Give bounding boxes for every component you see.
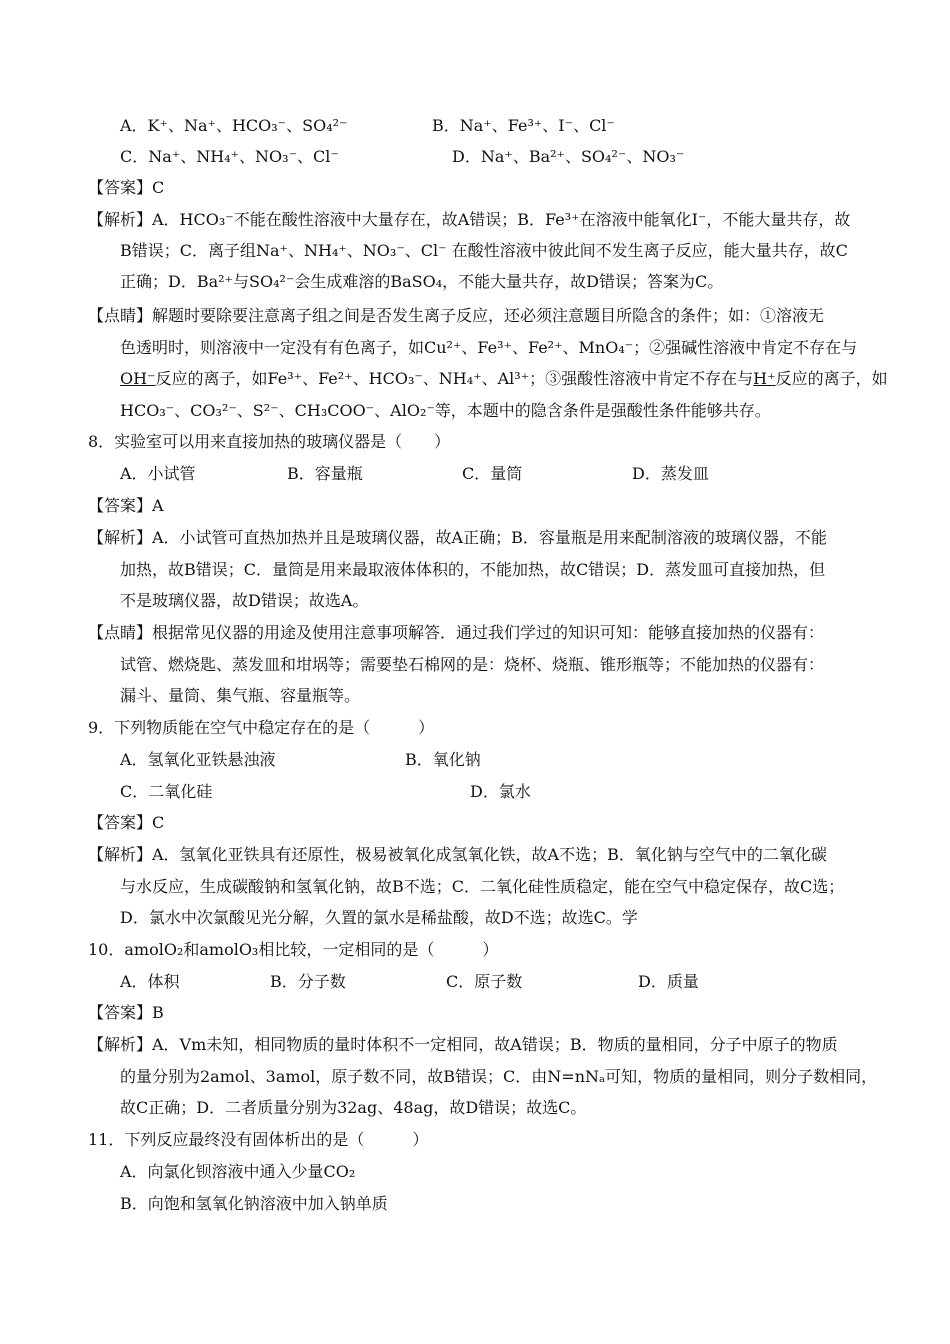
q10-stem: 10．amolO₂和amolO₃相比较，一定相同的是（ ） (88, 940, 499, 959)
q8-option-d: D．蒸发皿 (632, 464, 709, 483)
q10-answer: 【答案】B (88, 1003, 164, 1022)
q11-option-b: B．向饱和氢氧化钠溶液中加入钠单质 (120, 1194, 388, 1213)
q9-stem: 9．下列物质能在空气中稳定存在的是（ ） (88, 718, 435, 737)
q10-explanation-line: 故C正确；D．二者质量分别为32ag、48ag，故D错误；故选C。 (120, 1098, 587, 1117)
q9-explanation-line: 【解析】A．氢氧化亚铁具有还原性，极易被氧化成氢氧化铁，故A不选；B．氧化钠与空气中的二氧化碳 (88, 845, 827, 864)
q7-explanation-line: B错误；C．离子组Na⁺、NH₄⁺、NO₃⁻、Cl⁻ 在酸性溶液中彼此间不发生离子反应，能大量共存，故C (120, 241, 848, 260)
q9-option-b: B．氧化钠 (405, 750, 481, 769)
q11-stem: 11．下列反应最终没有固体析出的是（ ） (88, 1130, 429, 1149)
q7-explanation-line: 正确；D．Ba²⁺与SO₄²⁻会生成难溶的BaSO₄，不能大量共存，故D错误；答案为C。 (120, 272, 724, 291)
q8-explanation-line: 加热，故B错误；C．量筒是用来最取液体体积的，不能加热，故C错误；D．蒸发皿可直接加热，但 (120, 560, 826, 579)
q7-tip-line: HCO₃⁻、CO₃²⁻、S²⁻、CH₃COO⁻、AlO₂⁻等，本题中的隐含条件是强酸性条件能够共存。 (120, 401, 771, 420)
q7-explanation-line: 【解析】A．HCO₃⁻不能在酸性溶液中大量存在，故A错误；B．Fe³⁺在溶液中能氧化I⁻，不能大量共存，故 (88, 210, 851, 229)
q8-option-a: A．小试管 (120, 464, 196, 483)
q9-option-d: D．氯水 (470, 782, 531, 801)
q9-option-a: A．氢氧化亚铁悬浊液 (120, 750, 276, 769)
q8-option-b: B．容量瓶 (287, 464, 363, 483)
q7-answer: 【答案】C (88, 178, 165, 197)
q9-explanation-line: D．氯水中次氯酸见光分解，久置的氯水是稀盐酸，故D不选；故选C。学 (120, 908, 638, 927)
q8-option-c: C．量筒 (462, 464, 523, 483)
q10-option-c: C．原子数 (446, 972, 523, 991)
q10-option-b: B．分子数 (270, 972, 346, 991)
tip-text: 反应的离子，如 (775, 369, 888, 388)
q7-option-a: A．K⁺、Na⁺、HCO₃⁻、SO₄²⁻ (120, 116, 348, 135)
q9-answer: 【答案】C (88, 813, 165, 832)
q8-explanation-line: 【解析】A．小试管可直热加热并且是玻璃仪器，故A正确；B．容量瓶是用来配制溶液的玻璃仪器，不能 (88, 528, 827, 547)
q7-option-d: D．Na⁺、Ba²⁺、SO₄²⁻、NO₃⁻ (452, 147, 685, 166)
q11-option-a: A．向氯化钡溶液中通入少量CO₂ (120, 1162, 356, 1181)
q7-tip-line: 【点睛】解题时要除要注意离子组之间是否发生离子反应，还必须注意题目所隐含的条件；如：①溶液无 (88, 306, 825, 325)
q10-explanation-line: 【解析】A．Vm未知，相同物质的量时体积不一定相同，故A错误；B．物质的量相同，分子中原子的物质 (88, 1035, 838, 1054)
q10-explanation-line: 的量分别为2amol、3amol，原子数不同，故B错误；C．由N=nNₐ可知，物质的量相同，则分子数相同， (120, 1067, 878, 1086)
q8-stem: 8．实验室可以用来直接加热的玻璃仪器是（ ） (88, 432, 451, 451)
q7-option-b: B．Na⁺、Fe³⁺、I⁻、Cl⁻ (432, 116, 615, 135)
oh-ion-underlined: OH⁻ (120, 369, 156, 388)
q8-tip-line: 【点睛】根据常见仪器的用途及使用注意事项解答．通过我们学过的知识可知：能够直接加热的仪器有： (88, 623, 825, 642)
q7-option-c: C．Na⁺、NH₄⁺、NO₃⁻、Cl⁻ (120, 147, 339, 166)
tip-text: 反应的离子，如Fe³⁺、Fe²⁺、HCO₃⁻、NH₄⁺、Al³⁺；③强酸性溶液中肯定不存在与 (155, 369, 754, 388)
h-ion-underlined: H⁺ (753, 369, 776, 388)
q7-tip-line (120, 369, 888, 389)
q8-explanation-line: 不是玻璃仪器，故D错误；故选A。 (120, 591, 369, 610)
q10-option-d: D．质量 (638, 972, 699, 991)
q8-answer: 【答案】A (88, 496, 164, 515)
q9-option-c: C．二氧化硅 (120, 782, 213, 801)
q8-tip-line: 试管、燃烧匙、蒸发皿和坩埚等；需要垫石棉网的是：烧杯、烧瓶、锥形瓶等；不能加热的仪器有： (120, 655, 825, 674)
q8-tip-line: 漏斗、量筒、集气瓶、容量瓶等。 (120, 686, 361, 705)
q9-explanation-line: 与水反应，生成碳酸钠和氢氧化钠，故B不选；C．二氧化硅性质稳定，能在空气中稳定保存，故C选； (120, 877, 845, 896)
q10-option-a: A．体积 (120, 972, 180, 991)
q7-tip-line: 色透明时，则溶液中一定没有有色离子，如Cu²⁺、Fe³⁺、Fe²⁺、MnO₄⁻；②强碱性溶液中肯定不存在与 (120, 338, 858, 357)
